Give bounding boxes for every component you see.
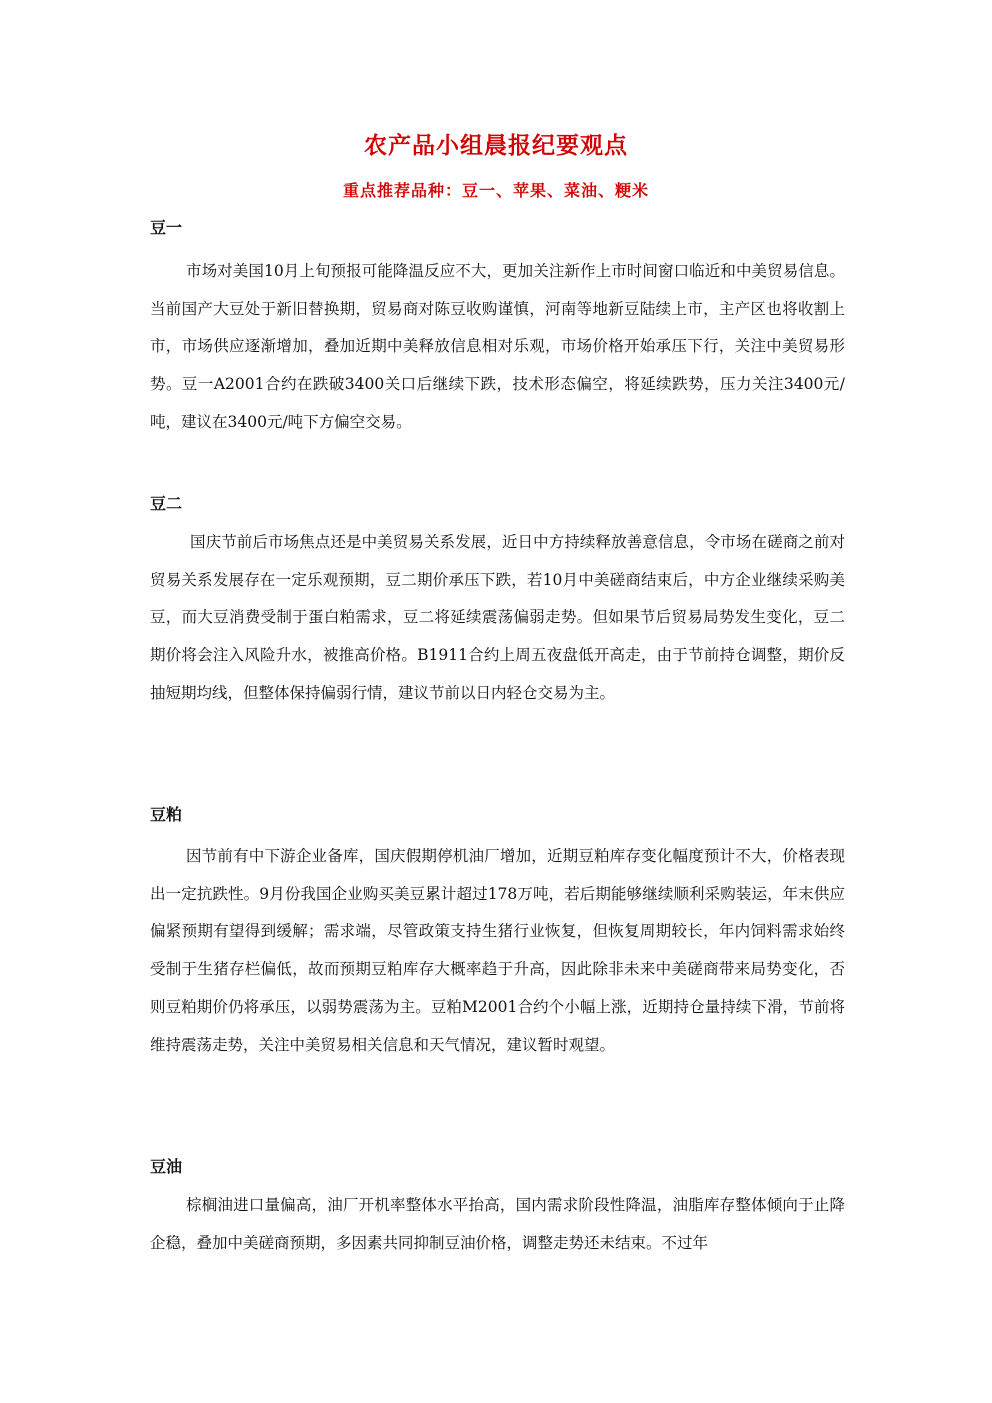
section-heading-douer: 豆二 [150, 494, 183, 513]
section-body-doupo: 因节前有中下游企业备库，国庆假期停机油厂增加，近期豆粕库存变化幅度预计不大，价格表现出一定抗跌性。9月份我国企业购买美豆累计超过178万吨，若后期能够继续顺利采购装运，年末供应偏紧预期有望得到缓解；需求端，尽管政策支持生猪行业恢复，但恢复周期较长，年内饲料需求始终受制于生猪存栏偏低，故而预期豆粕库存大概率趋于升高，因此除非未来中美磋商带来局势变化，否则豆粕期价仍将承压，以弱势震荡为主。豆粕M2001合约个小幅上涨，近期持仓量持续下滑，节前将维持震荡走势，关注中美贸易相关信息和天气情况，建议暂时观望。 [150, 847, 845, 1054]
document-title: 农产品小组晨报纪要观点 [364, 132, 628, 159]
section-body-douer: 国庆节前后市场焦点还是中美贸易关系发展，近日中方持续释放善意信息，令市场在磋商之前对贸易关系发展存在一定乐观预期，豆二期价承压下跌，若10月中美磋商结束后，中方企业继续采购美豆，而大豆消费受制于蛋白粕需求，豆二将延续震荡偏弱走势。但如果节后贸易局势发生变化，豆二期价将会注入风险升水，被推高价格。B1911合约上周五夜盘低开高走，由于节前持仓调整，期价反抽短期均线，但整体保持偏弱行情，建议节前以日内轻仓交易为主。 [150, 533, 845, 702]
section-heading-douyi: 豆一 [150, 218, 183, 237]
section-heading-douyou: 豆油 [150, 1157, 183, 1176]
section-heading-doupo: 豆粕 [150, 805, 183, 824]
document-subtitle: 重点推荐品种：豆一、苹果、菜油、粳米 [342, 181, 649, 200]
section-body-douyi: 市场对美国10月上旬预报可能降温反应不大，更加关注新作上市时间窗口临近和中美贸易信息。当前国产大豆处于新旧替换期，贸易商对陈豆收购谨慎，河南等地新豆陆续上市，主产区也将收割上市，市场供应逐渐增加，叠加近期中美释放信息相对乐观，市场价格开始承压下行，关注中美贸易形势。豆一A2001合约在跌破3400关口后继续下跌，技术形态偏空，将延续跌势，压力关注3400元/吨，建议在3400元/吨下方偏空交易。 [150, 262, 845, 431]
section-body-douyou: 棕榈油进口量偏高，油厂开机率整体水平抬高，国内需求阶段性降温，油脂库存整体倾向于止降企稳，叠加中美磋商预期，多因素共同抑制豆油价格，调整走势还未结束。不过年 [150, 1196, 845, 1252]
